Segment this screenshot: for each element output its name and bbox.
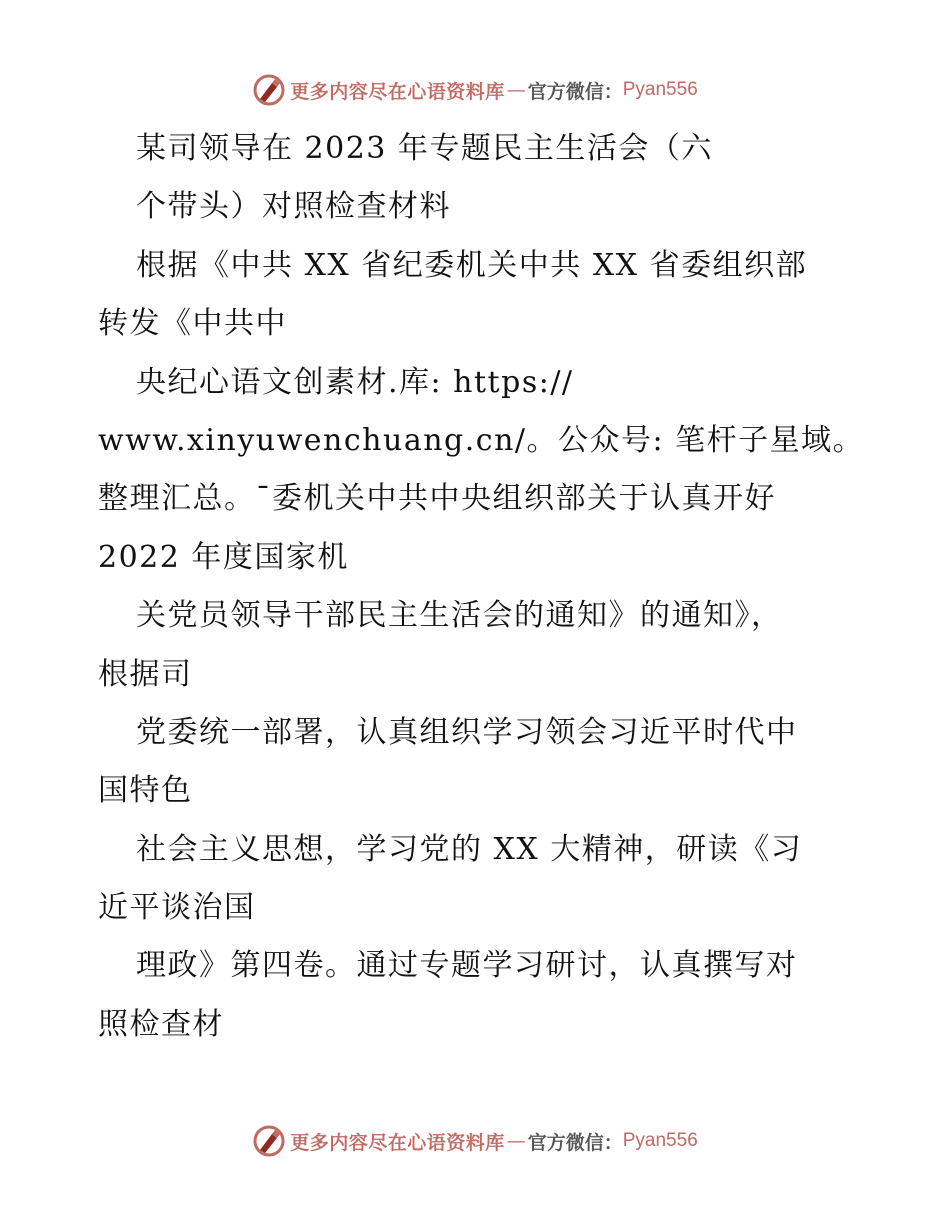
banner-text: 更多内容尽在心语资料库 [290,1131,505,1154]
banner-account: Pyan556 [622,79,698,100]
text-line: 党委统一部署，认真组织学习领会习近平时代中 [136,714,798,750]
text-line: 央纪心语文创素材.库: https:// [136,364,574,400]
text-line: 国特色 [98,773,193,809]
text-line: 近平谈治国 [98,890,256,926]
text-line: 照检查材 [98,1006,224,1042]
text-line: 社会主义思想，学习党的 XX 大精神，研读《习 [136,831,803,867]
banner-separator: — [506,79,526,101]
text-line: 整理汇总。¯委机关中共中央组织部关于认真开好 [98,481,776,517]
banner-label: 官方微信： [527,80,623,103]
pen-logo-icon [252,73,286,107]
banner-account: Pyan556 [622,1130,698,1151]
banner-separator: — [506,1130,526,1152]
text-line: 2022 年度国家机 [98,539,349,575]
document-body [98,120,865,1054]
text-line: www.xinyuwenchuang.cn/。公众号: 笔杆子星域。 [98,422,865,458]
document-title-line: 个带头）对照检查材料 [136,189,451,225]
footer-watermark-banner [0,1121,950,1161]
header-watermark-banner [0,70,950,110]
text-line: 根据《中共 XX 省纪委机关中共 XX 省委组织部 [136,247,808,283]
text-line: 理政》第四卷。通过专题学习研讨，认真撰写对 [136,948,798,984]
text-line: 关党员领导干部民主生活会的通知》的通知》， [136,598,783,634]
document-title-line: 某司领导在 2023 年专题民主生活会（六 [136,131,713,166]
text-line: 根据司 [98,656,193,692]
banner-text: 更多内容尽在心语资料库 [290,80,505,103]
banner-label: 官方微信： [527,1131,623,1154]
pen-logo-icon [252,1124,286,1158]
text-line: 转发《中共中 [98,306,287,342]
